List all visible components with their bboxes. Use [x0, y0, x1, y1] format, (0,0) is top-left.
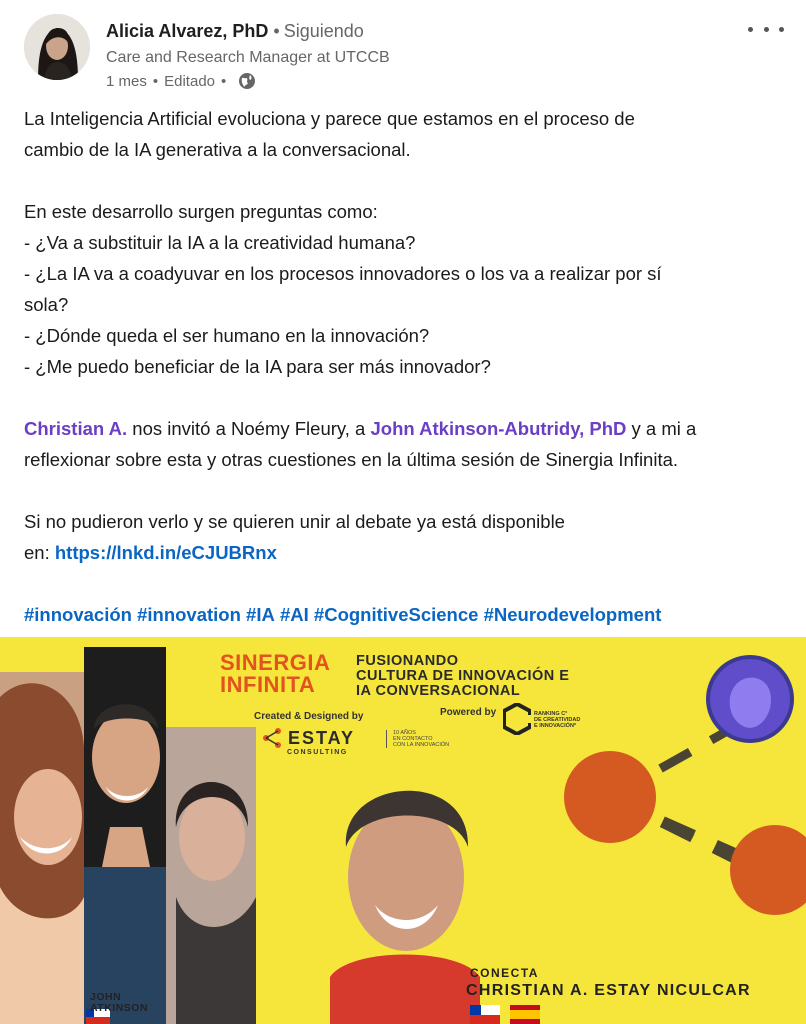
created-by-label: Created & Designed by — [254, 711, 364, 722]
meta-dot: • — [152, 72, 159, 90]
ten-years-line: CON LA INNOVACIÓN — [393, 742, 450, 748]
question-item: sola? — [24, 294, 69, 315]
hashtag-link[interactable]: #CognitiveScience — [313, 604, 479, 625]
banner-subtitle-line: FUSIONANDO — [356, 653, 459, 669]
ranking-line: E INNOVACIÓN* — [534, 723, 577, 729]
post-text: y a mi a — [626, 418, 697, 439]
hashtag-link[interactable]: #innovation — [137, 604, 241, 625]
guest-name-line: ATKINSON — [90, 1002, 149, 1014]
author-headline: Care and Research Manager at UTCCB — [106, 49, 390, 66]
question-item: - ¿Va a substituir la IA a la creatividad humana? — [24, 232, 416, 253]
banner-title-line: SINERGIA — [220, 650, 331, 675]
banner-subtitle-line: IA CONVERSACIONAL — [356, 683, 521, 699]
post-header — [0, 0, 806, 100]
post-text-line: En este desarrollo surgen preguntas como: — [24, 201, 378, 222]
post-text-line: cambio de la IA generativa a la conversacional. — [24, 139, 411, 160]
edited-label: Editado — [164, 72, 215, 90]
banner-title — [220, 652, 330, 696]
network-node — [564, 751, 656, 843]
author-line — [106, 21, 364, 42]
mentions-paragraph — [24, 413, 784, 444]
post-text: nos invitó a Noémy Fleury, a — [127, 418, 371, 439]
avatar-image — [24, 14, 90, 80]
question-item: - ¿Me puedo beneficiar de la IA para ser más innovador? — [24, 356, 491, 377]
more-options-button[interactable] — [748, 19, 784, 39]
ten-years-label — [386, 730, 449, 748]
question-item: - ¿Dónde queda el ser humano en la innovación? — [24, 325, 430, 346]
globe-icon — [238, 72, 256, 90]
host-name: CHRISTIAN A. ESTAY NICULCAR — [466, 982, 751, 999]
author-separator: • — [273, 21, 280, 41]
hashtag-link[interactable]: #AI — [279, 604, 309, 625]
ranking-line: DE CREATIVIDAD — [534, 717, 581, 723]
hashtag-link[interactable]: #Neurodevelopment — [483, 604, 662, 625]
hashtag-link[interactable]: #innovación — [24, 604, 132, 625]
mention-john[interactable]: John Atkinson-Abutridy, PhD — [370, 418, 627, 439]
estay-subtitle: CONSULTING — [287, 749, 348, 756]
post-meta — [106, 72, 256, 90]
powered-by-label: Powered by — [440, 707, 497, 718]
more-options-icon — [779, 27, 784, 32]
post-time: 1 mes — [106, 72, 147, 90]
estay-logo-icon — [262, 727, 284, 749]
question-item: - ¿La IA va a coadyuvar en los procesos innovadores o los va a realizar por sí — [24, 263, 662, 284]
banner-title-line: INFINITA — [220, 672, 316, 697]
conecta-label: CONECTA — [470, 966, 539, 980]
post-body — [24, 103, 784, 661]
guest-name — [90, 992, 148, 1014]
ranking-line: RANKING C° — [534, 711, 568, 717]
author-avatar[interactable] — [24, 14, 90, 80]
estay-logo — [262, 727, 355, 749]
post-text-line: reflexionar sobre esta y otras cuestiones en la última sesión de Sinergia Infinita. — [24, 449, 679, 470]
post-text-line: Si no pudieron verlo y se quieren unir al debate ya está disponible — [24, 511, 565, 532]
post-text-line: La Inteligencia Artificial evoluciona y parece que estamos en el proceso de — [24, 108, 635, 129]
author-name[interactable]: Alicia Alvarez, PhD — [106, 21, 269, 41]
guest-name-line: JOHN — [90, 991, 122, 1003]
ranking-logo-icon — [503, 703, 531, 735]
hashtags-line — [24, 599, 784, 630]
ten-years-line: EN CONTACTO — [393, 736, 433, 742]
more-options-icon — [748, 27, 753, 32]
meta-dot: • — [221, 72, 227, 90]
banner-subtitle — [356, 654, 569, 699]
hashtag-link[interactable]: #IA — [246, 604, 275, 625]
post-link[interactable]: https://lnkd.in/eCJUBRnx — [54, 542, 277, 563]
banner-subtitle-line: CULTURA DE INNOVACIÓN E — [356, 668, 570, 684]
mention-christian[interactable]: Christian A. — [24, 418, 128, 439]
more-options-icon — [764, 27, 769, 32]
link-line — [24, 537, 784, 568]
follow-status: Siguiendo — [283, 21, 364, 41]
ranking-label — [534, 711, 580, 729]
post-image[interactable] — [0, 637, 806, 1024]
post-text: en: — [24, 542, 55, 563]
ten-years-line: 10 AÑOS — [393, 730, 416, 736]
estay-name: ESTAY — [288, 727, 356, 748]
